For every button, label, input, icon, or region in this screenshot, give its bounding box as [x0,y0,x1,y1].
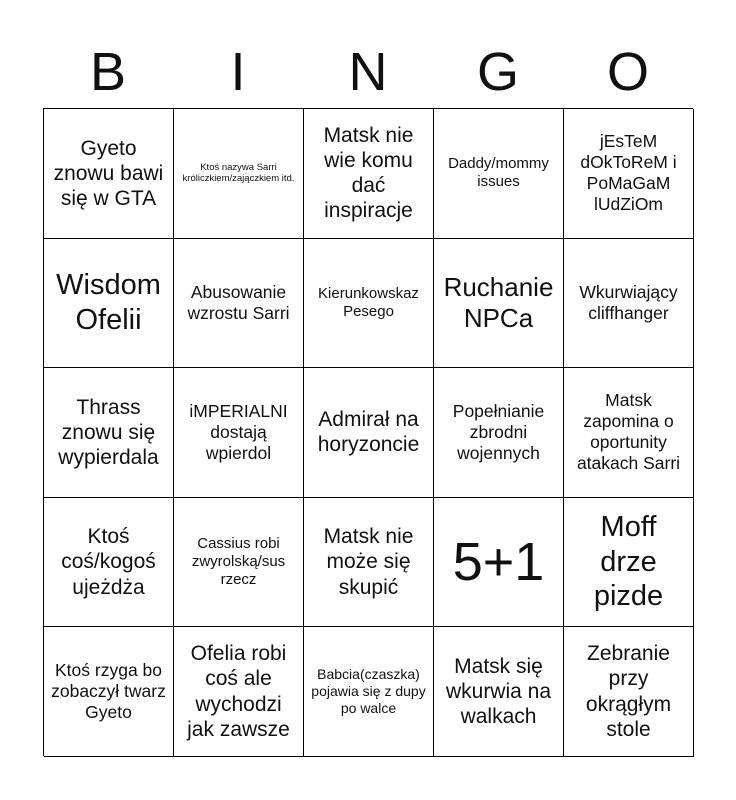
bingo-cell[interactable] [564,109,694,239]
bingo-cell[interactable] [304,368,434,498]
cell-text: Matsk nie może się skupić [323,525,414,599]
cell-text: jEsTeM dOkToReM i PoMaGaM lUdZiOm [580,131,677,215]
cell-text: Gyeto znowu bawi się w GTA [53,136,164,210]
cell-text: Popełnianie zbrodni wojennych [452,400,545,463]
header-letter-b: B [89,42,127,102]
cell-text: iMPERIALNI dostają wpierdol [189,400,288,463]
bingo-cell[interactable] [564,368,694,498]
header-letter-n: N [348,42,388,102]
cell-text: Cassius robi zwyrolską/sus rzecz [191,535,286,589]
bingo-cell[interactable] [174,239,304,369]
cell-text: Babcia(czaszka) pojawia się z dupy po walce [311,666,426,717]
cell-text: Thrass znowu się wypierdala [58,395,159,470]
cell-text: Ktoś coś/kogoś ujeżdża [61,525,156,599]
bingo-cell[interactable] [44,368,174,498]
cell-text: Wisdom Ofelii [56,269,161,336]
bingo-cell[interactable] [174,368,304,498]
cell-text: Matsk zapomina o oportunity atakach Sarri [576,390,681,474]
bingo-cell[interactable] [434,109,564,239]
cell-text: Daddy/mommy issues [448,155,549,191]
bingo-cell[interactable] [304,627,434,757]
cell-text: Abusowanie wzrostu Sarri [187,281,290,323]
cell-text: Wkurwiający cliffhanger [579,281,678,323]
cell-text: Moff drze pizde [593,510,664,613]
bingo-cell[interactable] [174,498,304,628]
bingo-grid [43,108,693,756]
header-letter-i: I [230,42,246,102]
cell-text: Ruchanie NPCa [443,271,554,333]
bingo-header [43,36,693,108]
cell-text: Admirał na horyzoncie [317,408,420,457]
bingo-cell[interactable] [44,239,174,369]
bingo-cell[interactable] [564,239,694,369]
cell-text: Matsk nie wie komu dać inspiracje [323,123,414,223]
cell-text: Ktoś nazywa Sarri króliczkiem/zajączkiem itd. [182,161,295,185]
bingo-cell[interactable] [174,109,304,239]
bingo-cell[interactable] [304,109,434,239]
cell-text: Zebranie przy okrągłym stole [585,642,672,741]
bingo-cell[interactable] [434,239,564,369]
bingo-cell[interactable] [44,109,174,239]
bingo-cell[interactable] [434,368,564,498]
bingo-cell[interactable] [44,498,174,628]
header-letter-o: O [606,42,649,102]
cell-text: Kierunkowskaz Pesego [318,284,419,320]
cell-text: 5+1 [452,531,545,592]
bingo-cell[interactable] [564,627,694,757]
bingo-cell[interactable] [304,239,434,369]
bingo-cell[interactable] [304,498,434,628]
bingo-cell[interactable] [44,627,174,757]
bingo-cell[interactable] [434,627,564,757]
bingo-cell[interactable] [564,498,694,628]
cell-text: Ktoś rzyga bo zobaczył twarz Gyeto [51,660,166,723]
header-letter-g: G [476,42,519,102]
cell-text: Ofelia robi coś ale wychodzi jak zawsze [187,642,290,741]
bingo-cell[interactable] [174,627,304,757]
cell-text: Matsk się wkurwia na walkach [445,654,552,729]
bingo-free-cell[interactable] [434,498,564,628]
